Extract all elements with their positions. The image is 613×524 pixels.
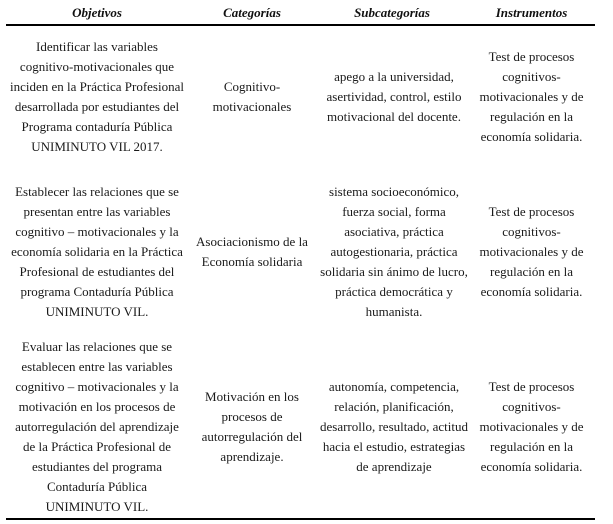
- objetivo-text: Evaluar las relaciones que se establecen entre las variables cognitivo – motivacionales y la motivación en los procesos de autorregulación del aprendizaje de la Práctica Profesional de estudiantes del programa Contaduría Pública UNIMINUTO VIL.: [15, 339, 179, 514]
- table-row: [6, 336, 595, 519]
- instrumento-text: Test de procesos cognitivos-motivacionales y de regulación en la economía solidaria.: [479, 204, 584, 299]
- table-header: [6, 2, 595, 25]
- instrumento-cell: [468, 336, 595, 519]
- header-objetivos: Objetivos: [6, 2, 188, 25]
- subcategorias-text: autonomía, competencia, relación, planificación, desarrollo, resultado, actitud hacia el estudio, estrategias de aprendizaje: [319, 379, 468, 474]
- subcategorias-text: sistema socioeconómico, fuerza social, forma asociativa, práctica autogestionaria, práctica solidaria sin ánimo de lucro, práctica democrática y humanista.: [320, 184, 468, 319]
- objetivo-text: Establecer las relaciones que se presentan entre las variables cognitivo – motivacionales y la economía solidaria en la Práctica Profesional de estudiantes del programa Contaduría Pública UNIMINUTO VIL.: [11, 184, 183, 319]
- instrumento-text: Test de procesos cognitivos-motivacionales y de regulación en la economía solidaria.: [479, 49, 584, 144]
- subcategorias-cell: [316, 25, 468, 168]
- table-row: [6, 25, 595, 168]
- categoria-cell: [188, 25, 316, 168]
- header-subcategorias: Subcategorías: [316, 2, 468, 25]
- objetivo-text: Identificar las variables cognitivo-motivacionales que inciden en la Práctica Profesional desarrollada por estudiantes del Programa contaduría Pública UNIMINUTO VIL 2017.: [10, 39, 184, 154]
- instrumento-cell: [468, 168, 595, 336]
- header-row: [6, 2, 595, 25]
- table-body: [6, 25, 595, 519]
- categoria-cell: [188, 336, 316, 519]
- categoria-text: Asociacionismo de la Economía solidaria: [196, 234, 308, 269]
- objetivo-cell: [6, 336, 188, 519]
- categoria-text: Cognitivo-motivacionales: [212, 79, 292, 114]
- subcategorias-cell: [316, 336, 468, 519]
- objectives-table: [6, 2, 595, 520]
- header-instrumentos: Instrumentos: [468, 2, 595, 25]
- categoria-text: Motivación en los procesos de autorregulación del aprendizaje.: [201, 389, 303, 464]
- categoria-cell: [188, 168, 316, 336]
- subcategorias-text: apego a la universidad, asertividad, control, estilo motivacional del docente.: [326, 69, 462, 124]
- table-row: [6, 168, 595, 336]
- objetivo-cell: [6, 25, 188, 168]
- header-categorias: Categorías: [188, 2, 316, 25]
- instrumento-text: Test de procesos cognitivos-motivacionales y de regulación en la economía solidaria.: [479, 379, 584, 474]
- instrumento-cell: [468, 25, 595, 168]
- objetivo-cell: [6, 168, 188, 336]
- subcategorias-cell: [316, 168, 468, 336]
